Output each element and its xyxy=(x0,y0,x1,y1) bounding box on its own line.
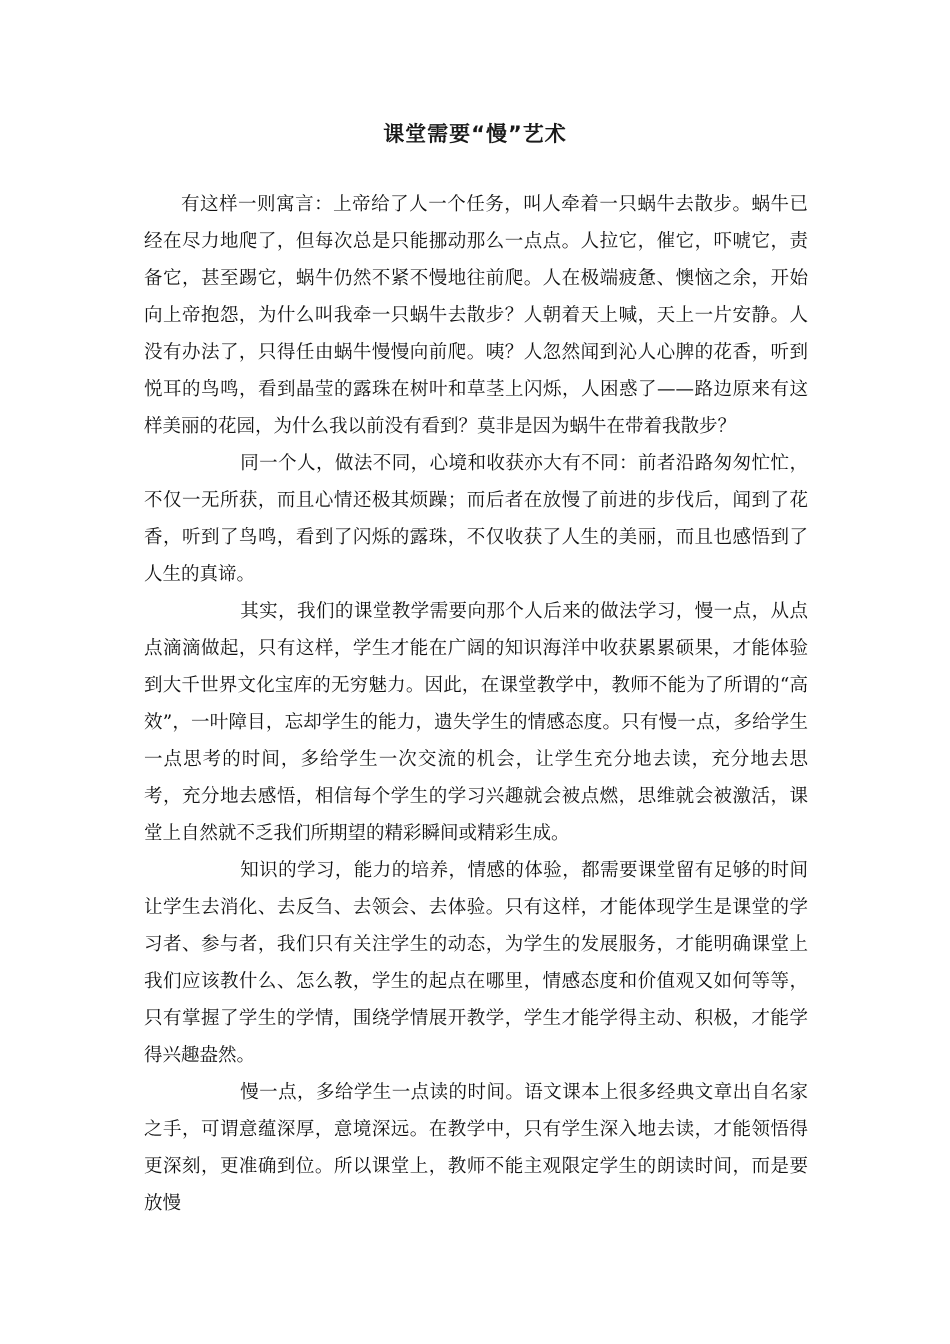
paragraph-1: 有这样一则寓言：上帝给了人一个任务，叫人牵着一只蜗牛去散步。蜗牛已经在尽力地爬了，但每次总是只能挪动那么一点点。人拉它，催它，吓唬它，责备它，甚至踢它，蜗牛仍然不紧不慢地往前爬。人在极端疲惫、懊恼之余，开始向上帝抱怨，为什么叫我牵一只蜗牛去散步？人朝着天上喊，天上一片安静。人没有办法了，只得任由蜗牛慢慢向前爬。咦？人忽然闻到沁人心脾的花香，听到悦耳的鸟鸣，看到晶莹的露珠在树叶和草茎上闪烁，人困惑了——路边原来有这样美丽的花园，为什么我以前没有看到？莫非是因为蜗牛在带着我散步？ xyxy=(144,194,808,437)
document-body xyxy=(144,186,808,1222)
paragraph-2: 同一个人，做法不同，心境和收获亦大有不同：前者沿路匆匆忙忙，不仅一无所获，而且心情还极其烦躁；而后者在放慢了前进的步伐后，闻到了花香，听到了鸟鸣，看到了闪烁的露珠，不仅收获了人生的美丽，而且也感悟到了人生的真谛。 xyxy=(144,453,808,585)
document-title: 课堂需要“慢”艺术 xyxy=(383,122,567,146)
paragraph-5: 慢一点，多给学生一点读的时间。语文课本上很多经典文章出自名家之手，可谓意蕴深厚，意境深远。在教学中，只有学生深入地去读，才能领悟得更深刻，更准确到位。所以课堂上，教师不能主观限定学生的朗读时间，而是要放慢 xyxy=(144,1082,808,1214)
paragraph-3: 其实，我们的课堂教学需要向那个人后来的做法学习，慢一点，从点点滴滴做起，只有这样，学生才能在广阔的知识海洋中收获累累硕果，才能体验到大千世界文化宝库的无穷魅力。因此，在课堂教学中，教师不能为了所谓的“高效”，一叶障目，忘却学生的能力，遗失学生的情感态度。只有慢一点，多给学生一点思考的时间，多给学生一次交流的机会，让学生充分地去读，充分地去思考，充分地去感悟，相信每个学生的学习兴趣就会被点燃，思维就会被激活，课堂上自然就不乏我们所期望的精彩瞬间或精彩生成。 xyxy=(144,601,808,844)
paragraph-4: 知识的学习，能力的培养，情感的体验，都需要课堂留有足够的时间让学生去消化、去反刍、去领会、去体验。只有这样，才能体现学生是课堂的学习者、参与者，我们只有关注学生的动态，为学生的发展服务，才能明确课堂上我们应该教什么、怎么教，学生的起点在哪里，情感态度和价值观又如何等等，只有掌握了学生的学情，围绕学情展开教学，学生才能学得主动、积极，才能学得兴趣盎然。 xyxy=(144,860,808,1066)
